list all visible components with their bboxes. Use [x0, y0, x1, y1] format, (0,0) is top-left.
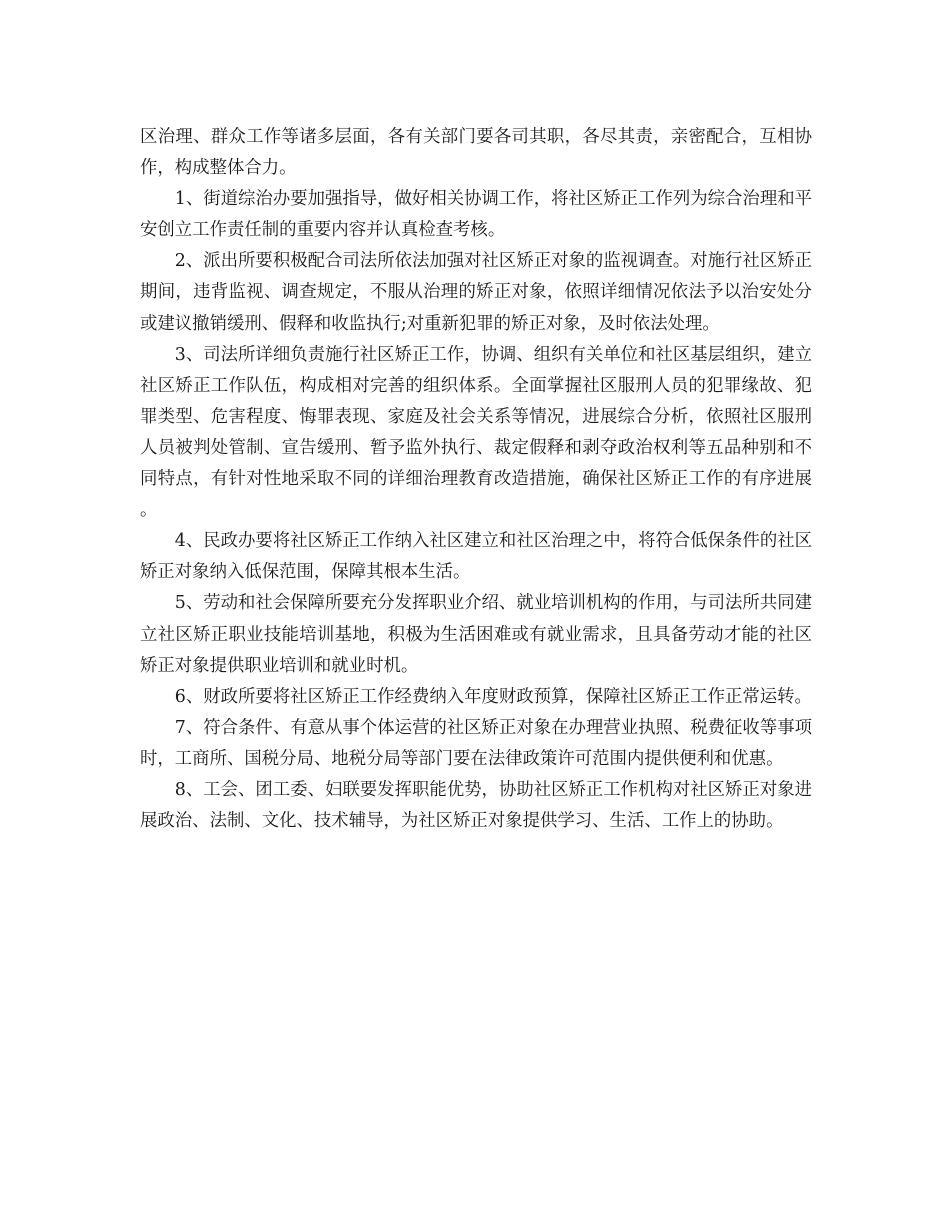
paragraph-item-5: 5、劳动和社会保障所要充分发挥职业介绍、就业培训机构的作用，与司法所共同建立社区矫正职业技能培训基地，积极为生活困难或有就业需求，且具备劳动才能的社区矫正对象提供职业培训和就业时机。 [140, 593, 812, 676]
paragraph-item-2: 2、派出所要积极配合司法所依法加强对社区矫正对象的监视调查。对施行社区矫正期间，违背监视、调查规定，不服从治理的矫正对象，依照详细情况依法予以治安处分或建议撤销缓刑、假释和收监执行;对重新犯罪的矫正对象，及时依法处理。 [140, 251, 812, 334]
paragraph-continuation: 区治理、群众工作等诸多层面，各有关部门要各司其职，各尽其责，亲密配合，互相协作，构成整体合力。 [140, 127, 812, 179]
paragraph-item-1: 1、街道综治办要加强指导，做好相关协调工作，将社区矫正工作列为综合治理和平安创立工作责任制的重要内容并认真检查考核。 [140, 189, 812, 241]
document-body [140, 122, 812, 837]
paragraph-item-7: 7、符合条件、有意从事个体运营的社区矫正对象在办理营业执照、税费征收等事项时，工商所、国税分局、地税分局等部门要在法律政策许可范围内提供便利和优惠。 [140, 717, 812, 769]
paragraph-item-3: 3、司法所详细负责施行社区矫正工作，协调、组织有关单位和社区基层组织，建立社区矫正工作队伍，构成相对完善的组织体系。全面掌握社区服刑人员的犯罪缘故、犯罪类型、危害程度、悔罪表现、家庭及社会关系等情况，进展综合分析，依照社区服刑人员被判处管制、宣告缓刑、暂予监外执行、裁定假释和剥夺政治权利等五品种别和不同特点，有针对性地采取不同的详细治理教育改造措施，确保社区矫正工作的有序进展。 [140, 344, 812, 521]
paragraph-item-4: 4、民政办要将社区矫正工作纳入社区建立和社区治理之中，将符合低保条件的社区矫正对象纳入低保范围，保障其根本生活。 [140, 531, 812, 583]
paragraph-item-6: 6、财政所要将社区矫正工作经费纳入年度财政预算，保障社区矫正工作正常运转。 [174, 686, 812, 707]
paragraph-item-8: 8、工会、团工委、妇联要发挥职能优势，协助社区矫正工作机构对社区矫正对象进展政治、法制、文化、技术辅导，为社区矫正对象提供学习、生活、工作上的协助。 [140, 779, 812, 832]
